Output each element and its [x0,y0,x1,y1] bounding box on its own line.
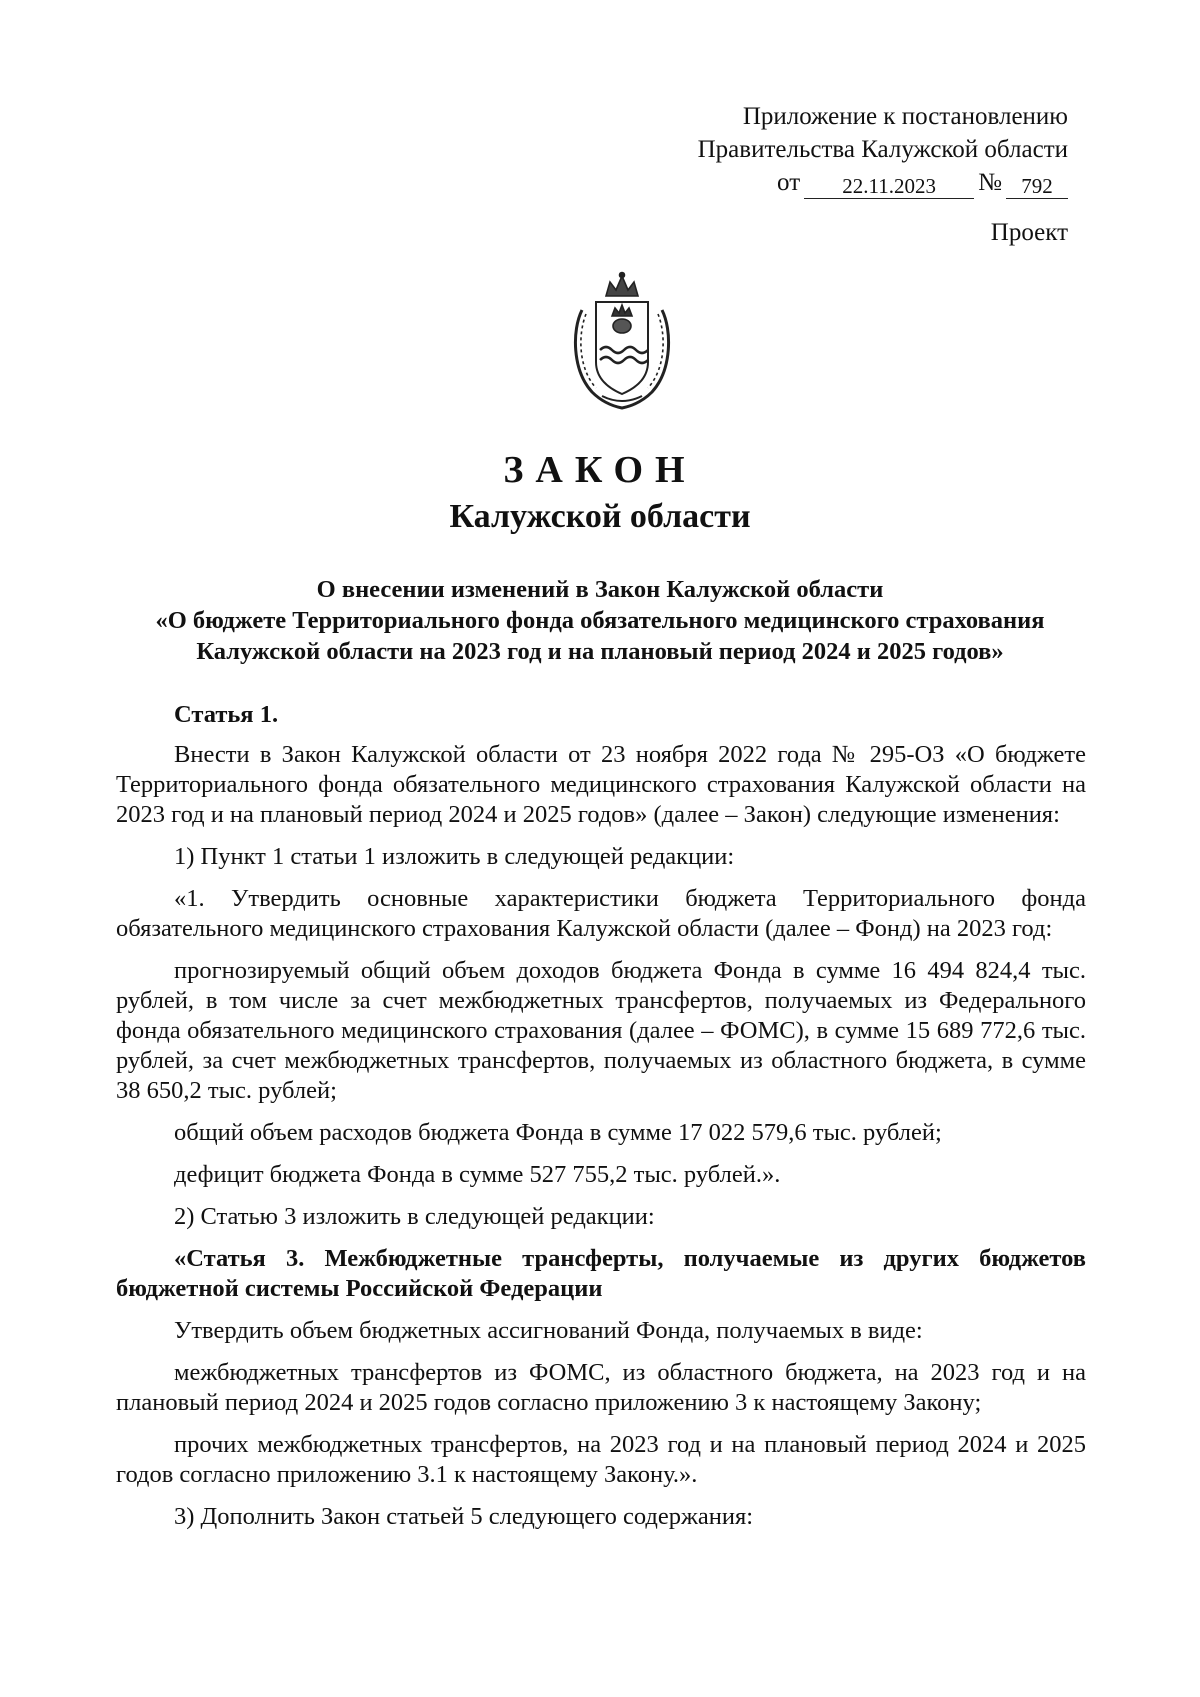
paragraph-expenses: общий объем расходов бюджета Фонда в сумме 17 022 579,6 тыс. рублей; [174,1119,942,1146]
from-label: от [777,169,801,196]
number-label: № [978,169,1002,196]
article-1-body [116,700,1086,1544]
paragraph-item-3: 3) Дополнить Закон статьей 5 следующего содержания: [174,1503,754,1530]
paragraph-item-1: 1) Пункт 1 статьи 1 изложить в следующей редакции: [174,843,735,870]
paragraph-article-3-heading: «Статья 3. Межбюджетные трансферты, получаемые из других бюджетов бюджетной системы Российской Федерации [116,1245,1086,1302]
paragraph-item-1-text: «1. Утвердить основные характеристики бюджета Территориального фонда обязательного медицинского страхования Калужской области (далее – Фонд) на 2023 год: [116,885,1086,942]
coat-of-arms-emblem [562,270,682,410]
paragraph-revenue: прогнозируемый общий объем доходов бюджета Фонда в сумме 16 494 824,4 тыс. рублей, в том числе за счет межбюджетных трансфертов, получаемых из Федерального фонда обязательного медицинского страхования (далее – ФОМС), в сумме 15 689 772,6 тыс. рублей, за счет межбюджетных трансфертов, получаемых из областного бюджета, в сумме 38 650,2 тыс. рублей; [116,957,1086,1104]
appendix-line-2: Правительства Калужской области [697,136,1068,163]
resolution-date: 22.11.2023 [804,174,974,199]
appendix-requisites [648,166,1068,204]
paragraph-transfers-foms: межбюджетных трансфертов из ФОМС, из областного бюджета, на 2023 год и на плановый период 2024 и 2025 годов согласно приложению 3 к настоящему Закону; [116,1359,1086,1416]
paragraph-other-transfers: прочих межбюджетных трансфертов, на 2023 год и на плановый период 2024 и 2025 годов согласно приложению 3.1 к настоящему Закону.». [116,1431,1086,1488]
document-title-line-2: «О бюджете Территориального фонда обязательного медицинского страхования [155,607,1045,634]
paragraph-intro: Внести в Закон Калужской области от 23 ноября 2022 года № 295-ОЗ «О бюджете Территориального фонда обязательного медицинского страхования Калужской области на 2023 год и на плановый период 2024 и 2025 годов» (далее – Закон) следующие изменения: [116,741,1086,828]
document-title-line-1: О внесении изменений в Закон Калужской области [316,576,884,603]
law-subtitle: Калужской области [449,498,751,535]
resolution-number: 792 [1006,174,1068,199]
appendix-header [648,100,1068,204]
law-title: ЗАКОН [503,449,697,491]
paragraph-item-2: 2) Статью 3 изложить в следующей редакции: [174,1203,655,1230]
project-label: Проект [990,219,1068,246]
document-title-line-3: Калужской области на 2023 год и на плановый период 2024 и 2025 годов» [196,638,1004,665]
article-1-heading: Статья 1. [174,701,279,728]
paragraph-deficit: дефицит бюджета Фонда в сумме 527 755,2 тыс. рублей.». [174,1161,781,1188]
document-title [100,574,1100,667]
appendix-line-1: Приложение к постановлению [742,103,1068,130]
paragraph-article-3-intro: Утвердить объем бюджетных ассигнований Фонда, получаемых в виде: [174,1317,923,1344]
